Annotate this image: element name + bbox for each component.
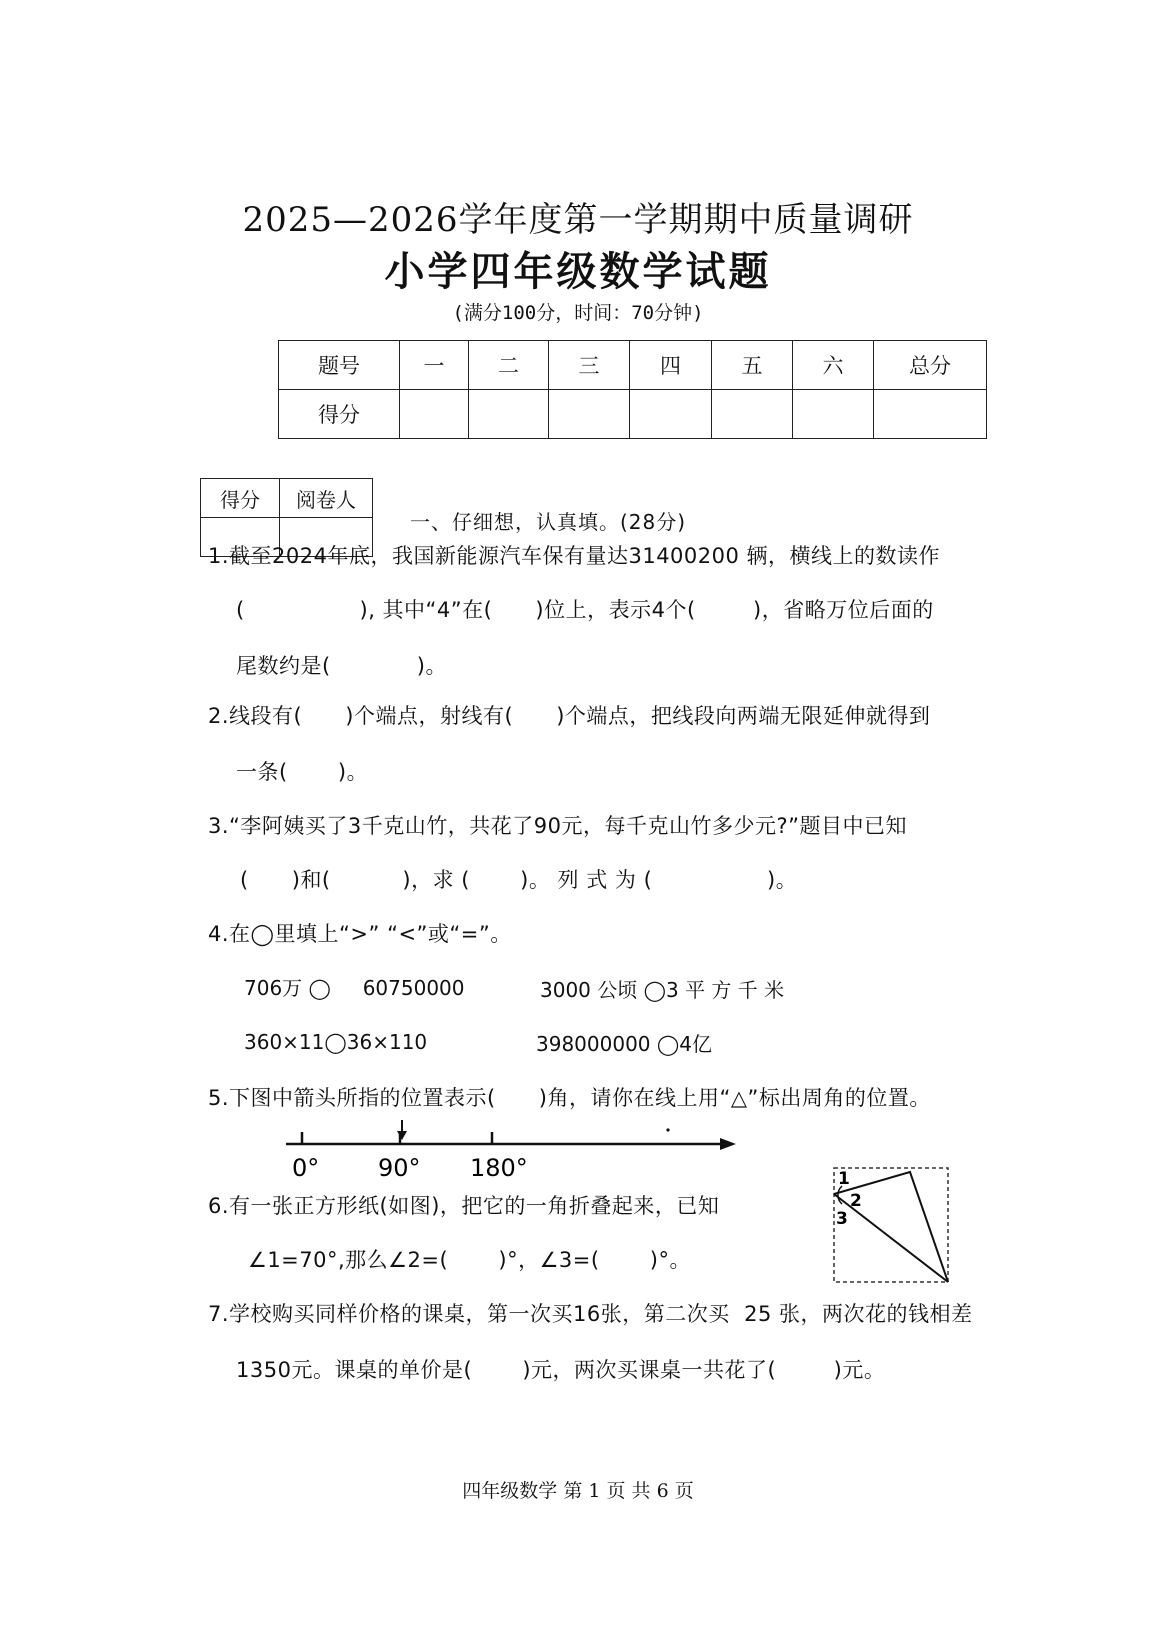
score-table-score-row	[279, 390, 987, 439]
score-cell: 五	[712, 341, 793, 390]
compare-item-a: 706万 ◯ 60750000	[244, 976, 465, 1000]
compare-item-b: 3000 公顷 ◯3 平 方 千 米	[540, 978, 785, 1002]
tick-label: 0°	[292, 1154, 320, 1182]
dot-mark	[666, 1128, 669, 1131]
angle-number-line	[280, 1118, 740, 1188]
score-table	[278, 340, 987, 439]
tick-label: 180°	[470, 1154, 528, 1182]
question-1-line-2: ( ), 其中“4”在( )位上，表示4个( )，省略万位后面的	[236, 598, 934, 622]
exam-note: (满分100分，时间：70分钟)	[452, 302, 704, 324]
score-cell: 三	[549, 341, 630, 390]
score-table-header-row	[279, 341, 987, 390]
score-input-cell[interactable]	[549, 390, 630, 439]
grader-name-label: 阅卷人	[280, 479, 373, 518]
exam-title: 2025—2026学年度第一学期期中质量调研	[242, 200, 914, 240]
question-6-line-2: ∠1=70°,那么∠2=( )°，∠3=( )°。	[248, 1248, 691, 1272]
angle-label-1: 1	[838, 1169, 850, 1189]
section-title: 一、仔细想，认真填。(28分)	[410, 510, 687, 534]
question-1-line-3: 尾数约是( )。	[236, 654, 447, 678]
folded-square-figure	[830, 1164, 954, 1286]
score-cell: 六	[793, 341, 874, 390]
page-footer: 四年级数学 第 1 页 共 6 页	[462, 1480, 694, 1502]
question-4-line-1: 4.在◯里填上“>” “<”或“=”。	[208, 922, 512, 946]
score-input-cell[interactable]	[793, 390, 874, 439]
score-input-cell[interactable]	[400, 390, 469, 439]
arrow-head-icon	[720, 1138, 736, 1150]
score-cell: 一	[400, 341, 469, 390]
score-input-cell[interactable]	[874, 390, 987, 439]
score-cell: 二	[469, 341, 549, 390]
score-cell: 四	[630, 341, 712, 390]
compare-item-c: 360×11◯36×110	[244, 1030, 428, 1054]
angle-label-3: 3	[836, 1209, 848, 1229]
score-input-cell[interactable]	[630, 390, 712, 439]
score-cell: 总分	[874, 341, 987, 390]
score-input-cell[interactable]	[469, 390, 549, 439]
question-2-line-1: 2.线段有( )个端点，射线有( )个端点，把线段向两端无限延伸就得到	[208, 704, 931, 728]
question-2-line-2: 一条( )。	[236, 760, 369, 784]
grader-score-label: 得分	[201, 479, 280, 518]
tick-label: 90°	[378, 1154, 421, 1182]
question-5-line-1: 5.下图中箭头所指的位置表示( )角，请你在线上用“△”标出周角的位置。	[208, 1086, 931, 1110]
compare-item-d: 398000000 ◯4亿	[536, 1032, 712, 1056]
question-1-line-1: 1.截至2024年底，我国新能源汽车保有量达31400200 辆，横线上的数读作	[208, 544, 941, 568]
angle-label-2: 2	[850, 1191, 862, 1211]
question-7-line-1: 7.学校购买同样价格的课桌，第一次买16张，第二次买 25 张，两次花的钱相差	[208, 1302, 973, 1326]
score-cell: 得分	[279, 390, 400, 439]
score-cell: 题号	[279, 341, 400, 390]
exam-subtitle: 小学四年级数学试题	[384, 248, 772, 295]
question-7-line-2: 1350元。课桌的单价是( )元，两次买课桌一共花了( )元。	[236, 1358, 886, 1382]
down-arrow-icon	[397, 1131, 407, 1140]
question-3-line-2: ( )和( )，求 ( )。 列 式 为 ( )。	[240, 868, 798, 892]
question-6-line-1: 6.有一张正方形纸(如图)，把它的一角折叠起来，已知	[208, 1194, 720, 1218]
square-outline	[834, 1168, 948, 1282]
score-input-cell[interactable]	[712, 390, 793, 439]
folded-flap	[834, 1172, 948, 1282]
question-3-line-1: 3.“李阿姨买了3千克山竹，共花了90元，每千克山竹多少元?”题目中已知	[208, 814, 908, 838]
